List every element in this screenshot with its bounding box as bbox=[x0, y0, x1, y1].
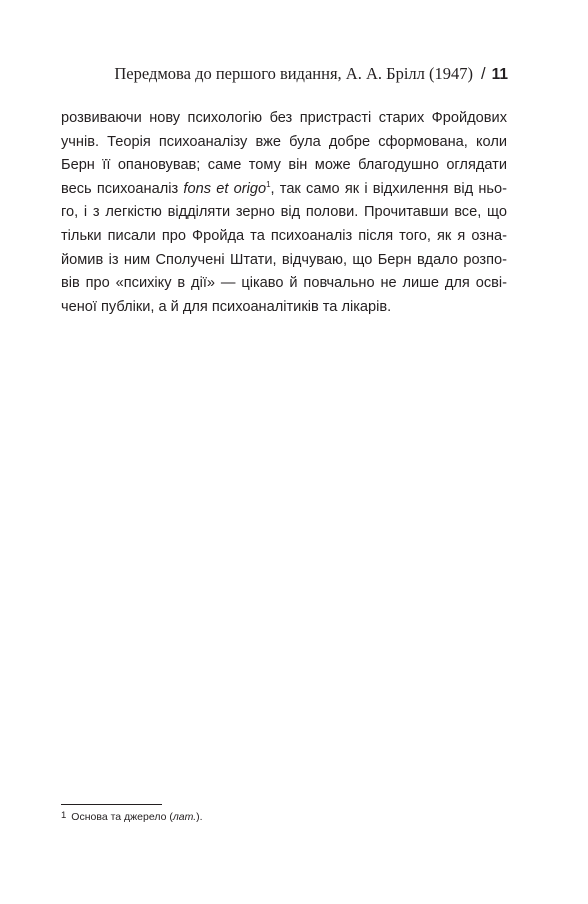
body-line-5: го, і з легкістю відділяти зерно від полови. Прочитавши все, що bbox=[61, 204, 507, 221]
footnote-divider bbox=[61, 804, 162, 805]
body-line-8: вів про «психіку в дії» — цікаво й повчально не лише для осві- bbox=[61, 275, 507, 292]
latin-phrase: fons et origo bbox=[183, 180, 267, 197]
body-line-9: ченої публіки, а й для психоаналітиків та лікарів. bbox=[61, 298, 392, 315]
running-header bbox=[60, 64, 508, 84]
body-line-2: учнів. Теорія психоаналізу вже була добре сформована, коли bbox=[61, 133, 507, 150]
footnote-reference[interactable]: 1 bbox=[266, 179, 271, 189]
footnote-text-end: ). bbox=[196, 811, 203, 823]
footnote-latin-abbrev: лат. bbox=[172, 811, 197, 823]
body-line-3: Берн її опановував; саме тому він може благодушно оглядати bbox=[61, 157, 507, 174]
page-number: 11 bbox=[491, 66, 508, 83]
body-line-4-end: , так само як і відхилення від ньо- bbox=[270, 180, 508, 197]
header-separator: / bbox=[481, 65, 486, 83]
body-line-6: тільки писали про Фройда та психоаналіз після того, як я озна- bbox=[61, 227, 507, 244]
footnote-text-start: Основа та джерело ( bbox=[71, 811, 173, 823]
running-title: Передмова до першого видання, А. А. Брілл (1947) bbox=[114, 64, 474, 83]
body-line-4 bbox=[61, 178, 507, 202]
body-line-7: йомив із ним Сполучені Штати, відчуваю, що Берн вдало розпо- bbox=[61, 251, 507, 268]
footnote bbox=[61, 810, 203, 823]
body-paragraph bbox=[61, 107, 507, 319]
footnote-mark: 1 bbox=[61, 810, 67, 821]
body-line-4-start: весь психоаналіз bbox=[61, 180, 184, 197]
body-line-1: розвиваючи нову психологію без пристрасті старих Фройдових bbox=[61, 110, 507, 126]
